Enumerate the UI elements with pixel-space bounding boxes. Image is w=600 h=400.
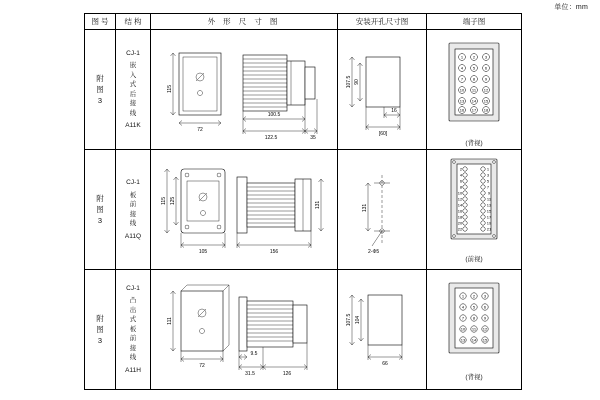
row3-hole-drawing [338, 270, 427, 390]
svg-text:2: 2 [459, 166, 463, 172]
row1-no-line2: 图 [96, 85, 104, 94]
svg-text:125: 125 [170, 196, 176, 205]
header-outline-dimensions: 外 形 尺 寸 图 [151, 14, 338, 30]
svg-text:2-Φ5: 2-Φ5 [368, 248, 380, 255]
svg-text:4: 4 [461, 304, 465, 310]
svg-text:17: 17 [486, 214, 492, 220]
row2-struct-code: CJ-1 [126, 179, 140, 186]
svg-text:4: 4 [460, 65, 464, 71]
row1-terminal-caption: (背视) [465, 139, 483, 147]
svg-text:9: 9 [487, 190, 491, 196]
svg-text:2: 2 [472, 293, 476, 299]
header-structure: 结 构 [116, 14, 151, 30]
svg-text:13: 13 [460, 337, 466, 343]
svg-text:107.5: 107.5 [346, 313, 352, 326]
svg-text:10: 10 [460, 326, 466, 332]
svg-text:9.5: 9.5 [250, 350, 258, 357]
svg-text:3: 3 [484, 54, 488, 60]
row1-no-line1: 附 [96, 74, 104, 83]
svg-text:5: 5 [472, 304, 476, 310]
header-terminal-diagram: 端子图 [427, 14, 522, 30]
row2-no-line1: 附 [96, 194, 104, 203]
svg-text:11: 11 [471, 326, 477, 332]
svg-text:12: 12 [483, 87, 489, 93]
table-row [85, 150, 522, 270]
svg-text:13: 13 [459, 98, 465, 104]
row2-terminal-drawing [427, 150, 522, 270]
svg-text:9: 9 [483, 315, 487, 321]
svg-text:156: 156 [269, 248, 279, 255]
svg-text:16: 16 [457, 208, 463, 214]
svg-text:115: 115 [167, 84, 173, 93]
svg-text:21: 21 [486, 226, 492, 232]
row1-outline-drawing [151, 30, 338, 150]
svg-text:15: 15 [483, 98, 489, 104]
svg-text:4: 4 [459, 172, 463, 178]
svg-text:13: 13 [486, 202, 492, 208]
svg-text:100.5: 100.5 [267, 111, 281, 118]
svg-text:7: 7 [461, 315, 465, 321]
svg-text:19: 19 [486, 220, 492, 226]
row2-no-line2: 图 [96, 205, 104, 214]
svg-text:131: 131 [315, 200, 321, 209]
row3-drawing-no [85, 270, 116, 390]
row1-hole-drawing [338, 30, 427, 150]
row2-struct-text: 板 前 接 线 [129, 191, 137, 227]
svg-text:7: 7 [460, 76, 464, 82]
svg-text:1: 1 [461, 293, 465, 299]
row3-terminal-caption: (背视) [465, 373, 483, 381]
svg-text:8: 8 [459, 184, 463, 190]
row3-outline-drawing [151, 270, 338, 390]
svg-text:15: 15 [482, 337, 488, 343]
svg-text:20: 20 [457, 220, 463, 226]
svg-text:35: 35 [310, 134, 316, 141]
svg-text:122.5: 122.5 [264, 134, 278, 141]
svg-text:9: 9 [484, 76, 488, 82]
svg-text:72: 72 [199, 362, 205, 369]
svg-text:11: 11 [486, 196, 492, 202]
row1-struct-code: CJ-1 [126, 49, 140, 57]
table-row [85, 30, 522, 150]
row1-no-line3: 3 [97, 96, 103, 105]
table-row [85, 270, 522, 390]
unit-note: 单位：mm [554, 4, 588, 11]
header-mounting-hole: 安装开孔尺寸图 [338, 14, 427, 30]
row1-structure [116, 30, 151, 150]
row3-no-line1: 附 [96, 314, 104, 323]
svg-text:18: 18 [483, 107, 489, 113]
svg-text:7: 7 [486, 184, 490, 190]
svg-text:107.5: 107.5 [346, 75, 352, 88]
svg-text:66: 66 [382, 360, 388, 367]
svg-text:104: 104 [355, 315, 361, 324]
svg-text:17: 17 [471, 107, 477, 113]
row2-struct-model: A11Q [124, 232, 142, 240]
row3-no-line3: 3 [97, 336, 103, 345]
svg-text:22: 22 [457, 226, 463, 232]
row2-outline-drawing [151, 150, 338, 270]
svg-text:12: 12 [457, 196, 463, 202]
svg-text:15: 15 [486, 208, 492, 214]
svg-text:[60]: [60] [378, 130, 388, 137]
svg-text:14: 14 [457, 202, 463, 208]
svg-text:16: 16 [391, 107, 397, 114]
svg-text:3: 3 [483, 293, 487, 299]
svg-text:11: 11 [471, 87, 477, 93]
row2-terminal-caption: (前视) [465, 255, 483, 263]
row2-structure [116, 150, 151, 270]
svg-text:111: 111 [167, 316, 173, 325]
svg-text:105: 105 [198, 248, 208, 255]
svg-text:115: 115 [161, 196, 167, 205]
svg-text:16: 16 [459, 107, 465, 113]
row3-struct-model: A11H [125, 366, 141, 374]
row3-structure [116, 270, 151, 390]
svg-text:8: 8 [472, 315, 476, 321]
row2-hole-drawing [338, 150, 427, 270]
row2-drawing-no [85, 150, 116, 270]
row1-struct-model: A11K [125, 122, 141, 129]
svg-text:1: 1 [460, 54, 464, 60]
svg-text:18: 18 [457, 214, 463, 220]
svg-text:6: 6 [484, 65, 488, 71]
svg-text:2: 2 [472, 54, 476, 60]
svg-text:131: 131 [362, 203, 368, 212]
svg-text:31.5: 31.5 [245, 370, 255, 377]
svg-text:5: 5 [486, 178, 490, 184]
row3-struct-code: CJ-1 [126, 284, 140, 292]
svg-text:126: 126 [282, 370, 292, 377]
row3-terminal-drawing [427, 270, 522, 390]
specification-table [84, 13, 522, 390]
row1-terminal-drawing [427, 30, 522, 150]
svg-text:1: 1 [486, 166, 490, 172]
header-drawing-no: 图 号 [85, 14, 116, 30]
svg-text:5: 5 [472, 65, 476, 71]
table-body [85, 30, 522, 390]
svg-text:14: 14 [471, 337, 477, 343]
svg-text:90: 90 [354, 78, 360, 85]
row3-no-line2: 图 [96, 325, 104, 334]
svg-text:72: 72 [197, 126, 203, 133]
svg-text:3: 3 [486, 172, 490, 178]
svg-text:10: 10 [459, 87, 465, 93]
svg-text:10: 10 [457, 190, 463, 196]
svg-text:14: 14 [471, 98, 477, 104]
row2-no-line3: 3 [97, 216, 103, 225]
svg-text:6: 6 [459, 178, 463, 184]
svg-text:8: 8 [472, 76, 476, 82]
row1-struct-text: 嵌 入 式 后 接 线 [129, 62, 137, 117]
row1-drawing-no [85, 30, 116, 150]
table-header-row [85, 14, 522, 30]
row3-struct-text: 凸 出 式 板 前 接 线 [129, 297, 137, 362]
svg-text:6: 6 [483, 304, 487, 310]
table-header [85, 14, 522, 30]
svg-text:12: 12 [482, 326, 488, 332]
